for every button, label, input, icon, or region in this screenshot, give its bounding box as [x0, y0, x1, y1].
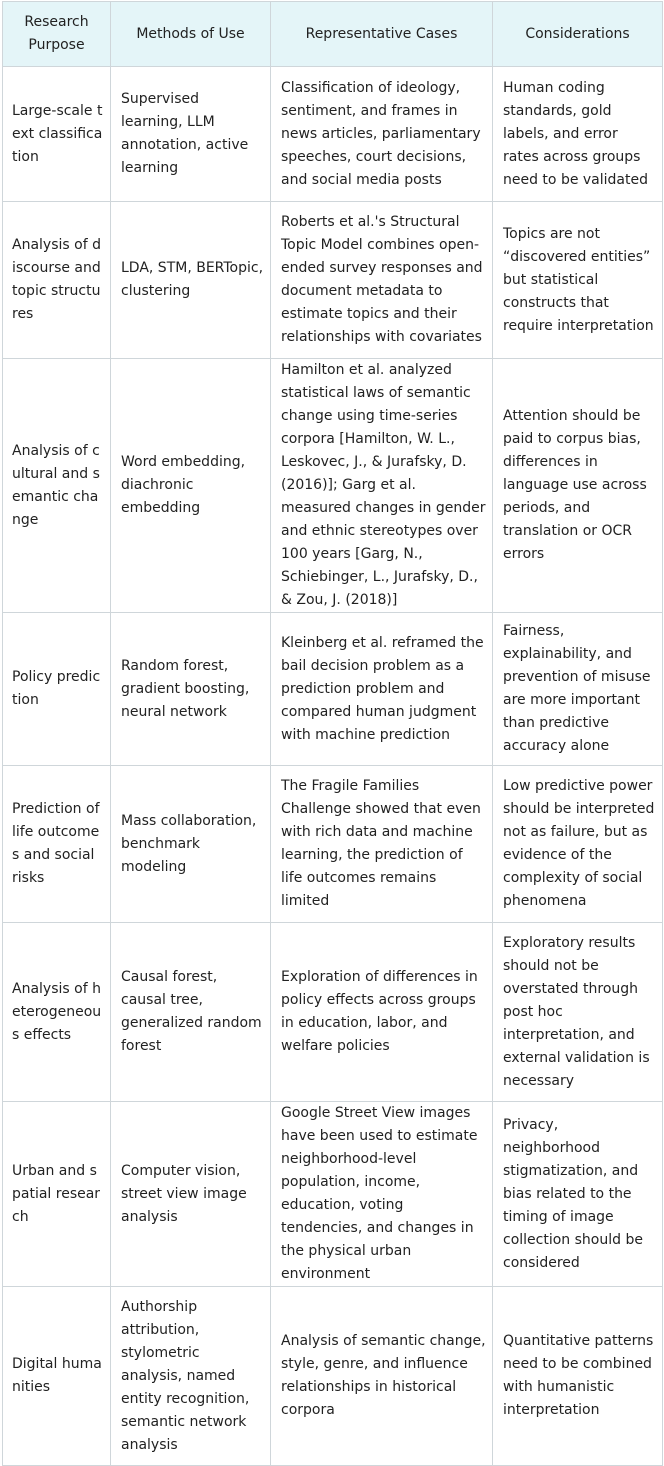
cell-considerations: Privacy, neighborhood stigmatization, and bias related to the timing of image collection should be considered [493, 1102, 663, 1287]
table-row [3, 359, 663, 613]
cell-representative-cases: Google Street View images have been used to estimate neighborhood-level population, income, education, voting tendencies, and changes in the physical urban environment [271, 1102, 493, 1287]
cell-representative-cases: Analysis of semantic change, style, genre, and influence relationships in historical corpora [271, 1287, 493, 1466]
header-methods-of-use: Methods of Use [111, 2, 271, 67]
cell-representative-cases: Hamilton et al. analyzed statistical laws of semantic change using time-series corpora [Hamilton, W. L., Leskovec, J., & Jurafsky, D. (2016)]; Garg et al. measured changes in gender and ethnic stereotypes over 100 years [Garg, N., Schiebinger, L., Jurafsky, D., & Zou, J. (2018)] [271, 359, 493, 613]
cell-considerations: Fairness, explainability, and prevention of misuse are more important than predictive accuracy alone [493, 613, 663, 766]
cell-methods-of-use: Causal forest, causal tree, generalized random forest [111, 923, 271, 1102]
header-considerations: Considerations [493, 2, 663, 67]
cell-research-purpose: Urban and spatial research [3, 1102, 111, 1287]
cell-considerations: Topics are not “discovered entities” but statistical constructs that require interpretation [493, 202, 663, 359]
cell-considerations: Exploratory results should not be overstated through post hoc interpretation, and external validation is necessary [493, 923, 663, 1102]
cell-considerations: Human coding standards, gold labels, and error rates across groups need to be validated [493, 67, 663, 202]
cell-methods-of-use: Computer vision, street view image analysis [111, 1102, 271, 1287]
cell-methods-of-use: LDA, STM, BERTopic, clustering [111, 202, 271, 359]
cell-research-purpose: Prediction of life outcomes and social risks [3, 766, 111, 923]
header-research-purpose: Research Purpose [3, 2, 111, 67]
cell-representative-cases: Exploration of differences in policy effects across groups in education, labor, and welfare policies [271, 923, 493, 1102]
table-row [3, 1287, 663, 1466]
cell-representative-cases: Roberts et al.'s Structural Topic Model combines open-ended survey responses and document metadata to estimate topics and their relationships with covariates [271, 202, 493, 359]
cell-research-purpose: Digital humanities [3, 1287, 111, 1466]
table-row [3, 67, 663, 202]
research-methods-table [2, 1, 663, 1466]
table-row [3, 202, 663, 359]
cell-considerations: Quantitative patterns need to be combined with humanistic interpretation [493, 1287, 663, 1466]
cell-research-purpose: Analysis of heterogeneous effects [3, 923, 111, 1102]
header-representative-cases: Representative Cases [271, 2, 493, 67]
header-row [3, 2, 663, 67]
table-row [3, 613, 663, 766]
cell-research-purpose: Analysis of cultural and semantic change [3, 359, 111, 613]
table-row [3, 923, 663, 1102]
cell-research-purpose: Large-scale text classification [3, 67, 111, 202]
table-row [3, 1102, 663, 1287]
cell-representative-cases: Classification of ideology, sentiment, and frames in news articles, parliamentary speeches, court decisions, and social media posts [271, 67, 493, 202]
cell-research-purpose: Analysis of discourse and topic structures [3, 202, 111, 359]
cell-methods-of-use: Word embedding, diachronic embedding [111, 359, 271, 613]
cell-methods-of-use: Mass collaboration, benchmark modeling [111, 766, 271, 923]
cell-representative-cases: Kleinberg et al. reframed the bail decision problem as a prediction problem and compared human judgment with machine prediction [271, 613, 493, 766]
cell-research-purpose: Policy prediction [3, 613, 111, 766]
cell-considerations: Attention should be paid to corpus bias, differences in language use across periods, and translation or OCR errors [493, 359, 663, 613]
cell-methods-of-use: Authorship attribution, stylometric analysis, named entity recognition, semantic network analysis [111, 1287, 271, 1466]
cell-considerations: Low predictive power should be interpreted not as failure, but as evidence of the complexity of social phenomena [493, 766, 663, 923]
table-row [3, 766, 663, 923]
cell-methods-of-use: Supervised learning, LLM annotation, active learning [111, 67, 271, 202]
cell-representative-cases: The Fragile Families Challenge showed that even with rich data and machine learning, the prediction of life outcomes remains limited [271, 766, 493, 923]
cell-methods-of-use: Random forest, gradient boosting, neural network [111, 613, 271, 766]
